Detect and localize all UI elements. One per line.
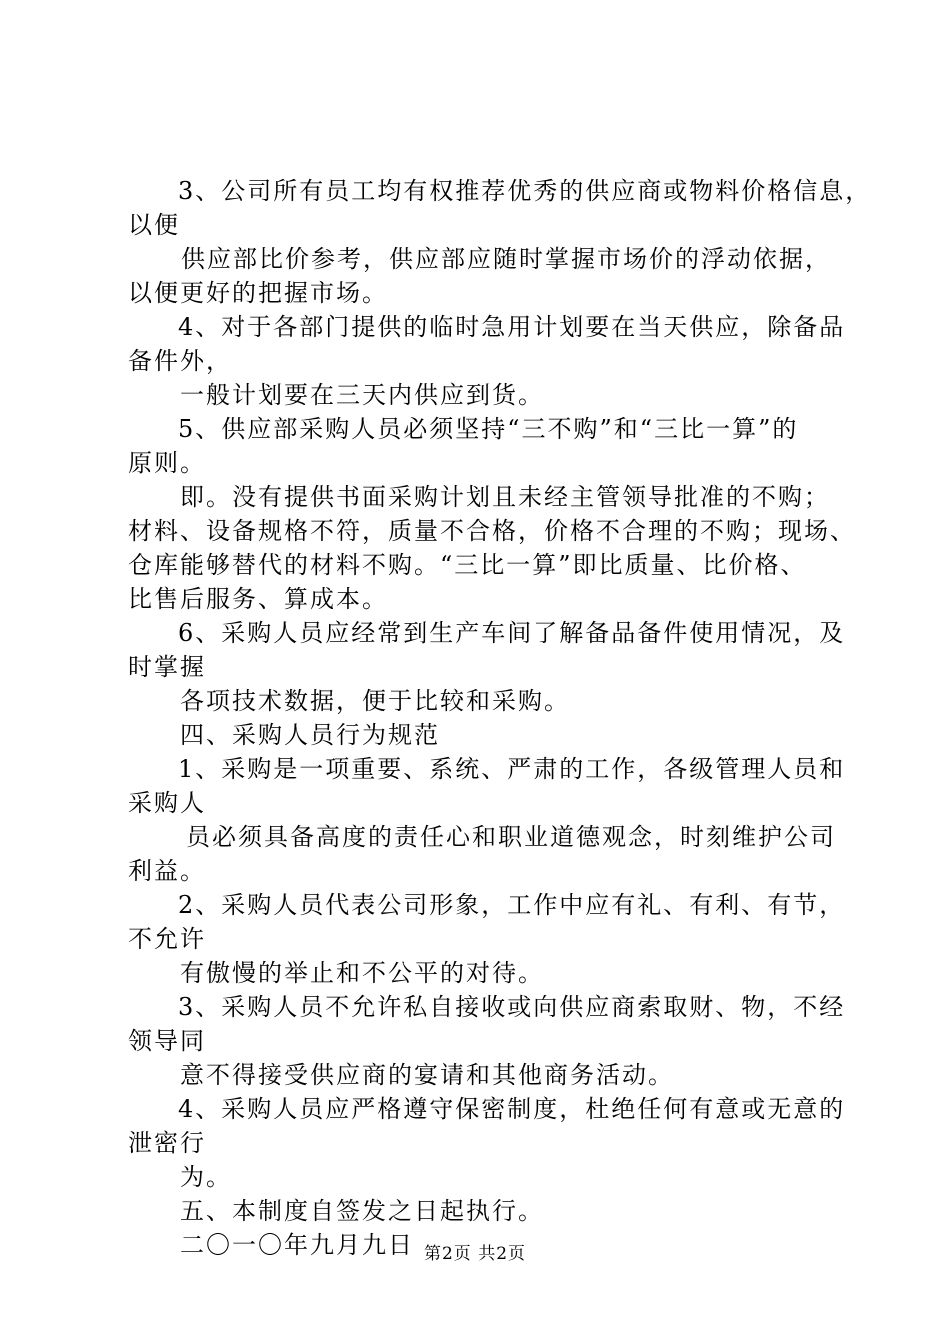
- text-line: 各项技术数据，便于比较和采购。: [180, 687, 570, 715]
- text-line: 3、采购人员不允许私自接收或向供应商索取财、物，不经: [178, 993, 846, 1021]
- text-line: 以便更好的把握市场。: [128, 279, 388, 307]
- text-line: 备件外，: [128, 347, 232, 375]
- text-line: 原则。: [128, 449, 206, 477]
- text-line: 意不得接受供应商的宴请和其他商务活动。: [180, 1061, 674, 1089]
- text-line: 二〇一〇年九月九日: [180, 1231, 414, 1259]
- text-line: 材料、设备规格不符，质量不合格，价格不合理的不购；现场、: [128, 517, 856, 545]
- text-line: 领导同: [128, 1027, 206, 1055]
- text-line: 利益。: [128, 857, 206, 885]
- text-line: 有傲慢的举止和不公平的对待。: [180, 959, 544, 987]
- text-line: 比售后服务、算成本。: [128, 585, 388, 613]
- text-line: 4、对于各部门提供的临时急用计划要在当天供应，除备品: [178, 313, 846, 341]
- text-line: 5、供应部采购人员必须坚持“三不购”和“三比一算”的: [178, 415, 799, 443]
- text-line: 时掌握: [128, 653, 206, 681]
- text-line: 1、采购是一项重要、系统、严肃的工作，各级管理人员和: [178, 755, 846, 783]
- text-line: 泄密行: [128, 1129, 206, 1157]
- text-line: 五、本制度自签发之日起执行。: [180, 1197, 544, 1225]
- text-line: 采购人: [128, 789, 206, 817]
- text-line: 不允许: [128, 925, 206, 953]
- text-line: 以便: [128, 211, 180, 239]
- text-line: 即。没有提供书面采购计划且未经主管领导批准的不购；: [180, 483, 830, 511]
- document-body: [128, 174, 872, 1262]
- text-line: 为。: [180, 1163, 232, 1191]
- text-line: 员必须具备高度的责任心和职业道德观念，时刻维护公司: [186, 823, 836, 851]
- text-line: 一般计划要在三天内供应到货。: [180, 381, 544, 409]
- text-line: 仓库能够替代的材料不购。“三比一算”即比质量、比价格、: [128, 551, 807, 579]
- text-line: 四、采购人员行为规范: [180, 721, 440, 749]
- page-footer: 第2页 共2页: [423, 1244, 527, 1264]
- text-line: 供应部比价参考，供应部应随时掌握市场价的浮动依据，: [181, 245, 831, 273]
- text-line: 3、公司所有员工均有权推荐优秀的供应商或物料价格信息，: [178, 177, 872, 205]
- text-line: 4、采购人员应严格遵守保密制度，杜绝任何有意或无意的: [178, 1095, 846, 1123]
- text-line: 2、采购人员代表公司形象，工作中应有礼、有利、有节，: [178, 891, 846, 919]
- text-line: 6、采购人员应经常到生产车间了解备品备件使用情况，及: [178, 619, 846, 647]
